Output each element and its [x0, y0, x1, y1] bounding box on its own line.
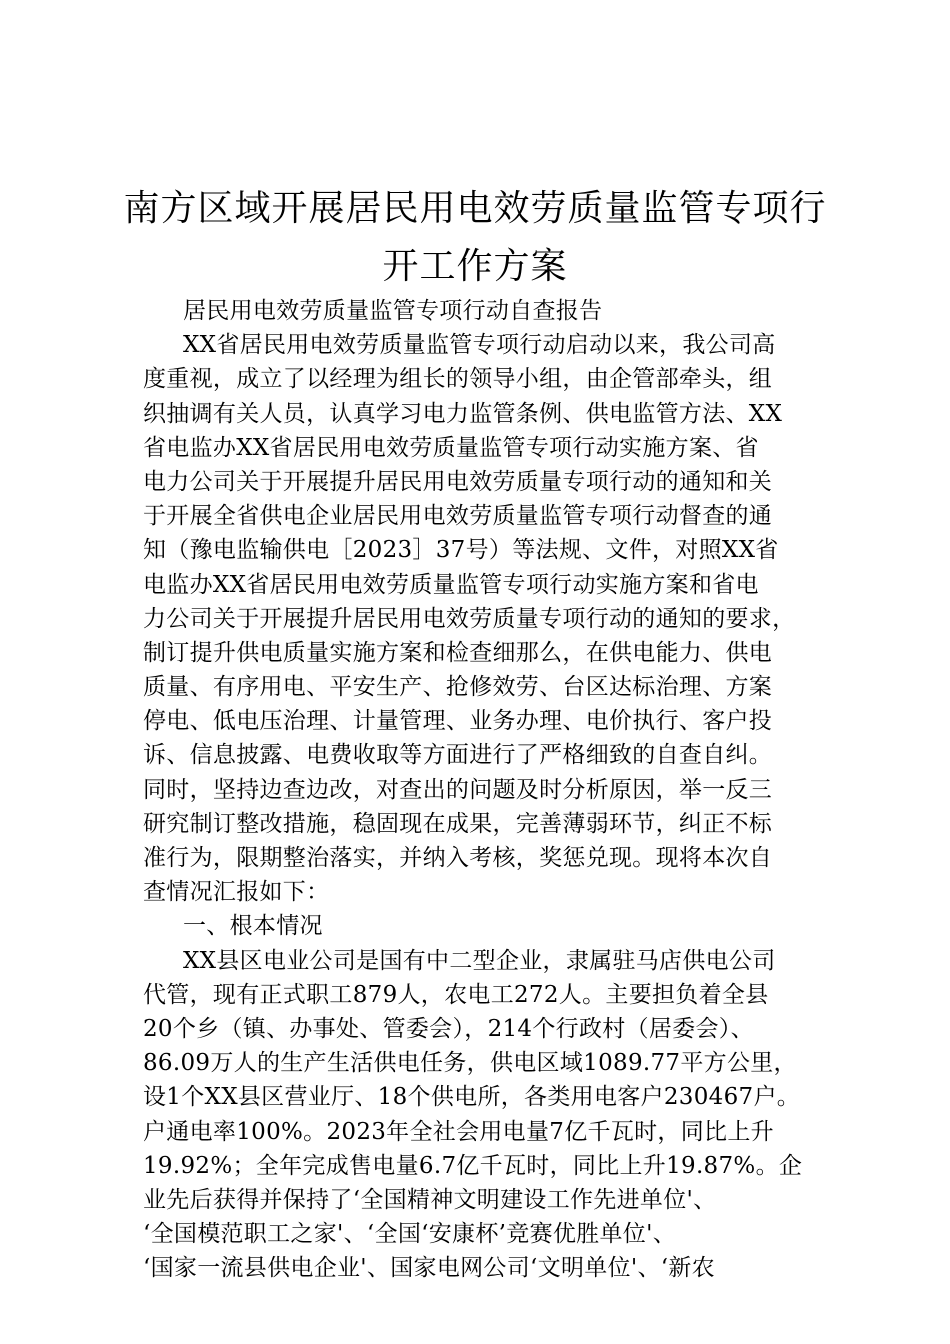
paragraph-line: XX省居民用电效劳质量监管专项行动启动以来，我公司高 [183, 332, 776, 359]
paragraph-line: 86.09万人的生产生活供电任务，供电区域1089.77平方公里， [143, 1050, 797, 1077]
paragraph-line: 查情况汇报如下： [143, 879, 330, 906]
paragraph-line: ‘国家一流县供电企业'、国家电网公司‘文明单位'、‘新农 [143, 1255, 715, 1282]
paragraph-line: 诉、信息披露、电费收取等方面进行了严格细致的自查自纠。 [143, 742, 773, 769]
paragraph-line: 准行为，限期整治落实，并纳入考核，奖惩兑现。现将本次自 [143, 845, 773, 871]
paragraph-line: 质量、有序用电、平安生产、抢修效劳、台区达标治理、方案 [143, 674, 773, 701]
paragraph-line: 业先后获得并保持了‘全国精神文明建设工作先进单位'、 [143, 1186, 717, 1213]
paragraph-line: 20个乡（镇、办事处、管委会），214个行政村（居委会）、 [143, 1015, 754, 1042]
paragraph-line: ‘全国模范职工之家'、‘全国‘安康杯’竞赛优胜单位'、 [143, 1221, 676, 1248]
paragraph-line: 力公司关于开展提升居民用电效劳质量专项行动的通知的要求， [143, 605, 796, 632]
paragraph-line: 19.92%；全年完成售电量6.7亿千瓦时，同比上升19.87%。企 [143, 1152, 803, 1179]
section-heading: 一、根本情况 [183, 913, 323, 940]
paragraph-line: 停电、低电压治理、计量管理、业务办理、电价执行、客户投 [143, 708, 773, 735]
document-body [143, 294, 843, 1285]
paragraph-line: 同时，坚持边查边改，对查出的问题及时分析原因，举一反三 [143, 776, 773, 803]
paragraph-line: 度重视，成立了以经理为组长的领导小组，由企管部牵头，组 [143, 366, 773, 393]
paragraph-line: 电监办XX省居民用电效劳质量监管专项行动实施方案和省电 [143, 571, 759, 598]
paragraph-line: 织抽调有关人员，认真学习电力监管条例、供电监管方法、XX [143, 400, 783, 427]
paragraph-line: 省电监办XX省居民用电效劳质量监管专项行动实施方案、省 [143, 434, 759, 461]
paragraph-line: 制订提升供电质量实施方案和检查细那么，在供电能力、供电 [143, 639, 773, 666]
paragraph-line: XX县区电业公司是国有中二型企业，隶属驻马店供电公司 [183, 947, 776, 974]
document-title-line-2: 开工作方案 [382, 246, 568, 287]
paragraph-line: 知（豫电监输供电［2023］37号）等法规、文件，对照XX省 [143, 537, 779, 564]
paragraph-line: 研究制订整改措施，稳固现在成果，完善薄弱环节，纠正不标 [143, 810, 773, 837]
paragraph-line: 户通电率100%。2023年全社会用电量7亿千瓦时，同比上升 [143, 1118, 774, 1145]
paragraph-line: 代管，现有正式职工879人，农电工272人。主要担负着全县 [143, 981, 769, 1008]
paragraph-line: 电力公司关于开展提升居民用电效劳质量专项行动的通知和关 [143, 468, 773, 495]
paragraph-line: 设1个XX县区营业厅、18个供电所，各类用电客户230467户。 [143, 1084, 801, 1111]
paragraph-line: 于开展全省供电企业居民用电效劳质量监管专项行动督查的通 [143, 503, 773, 530]
report-subtitle: 居民用电效劳质量监管专项行动自查报告 [183, 298, 603, 324]
document-title-line-1: 南方区域开展居民用电效劳质量监管专项行 [123, 188, 827, 229]
